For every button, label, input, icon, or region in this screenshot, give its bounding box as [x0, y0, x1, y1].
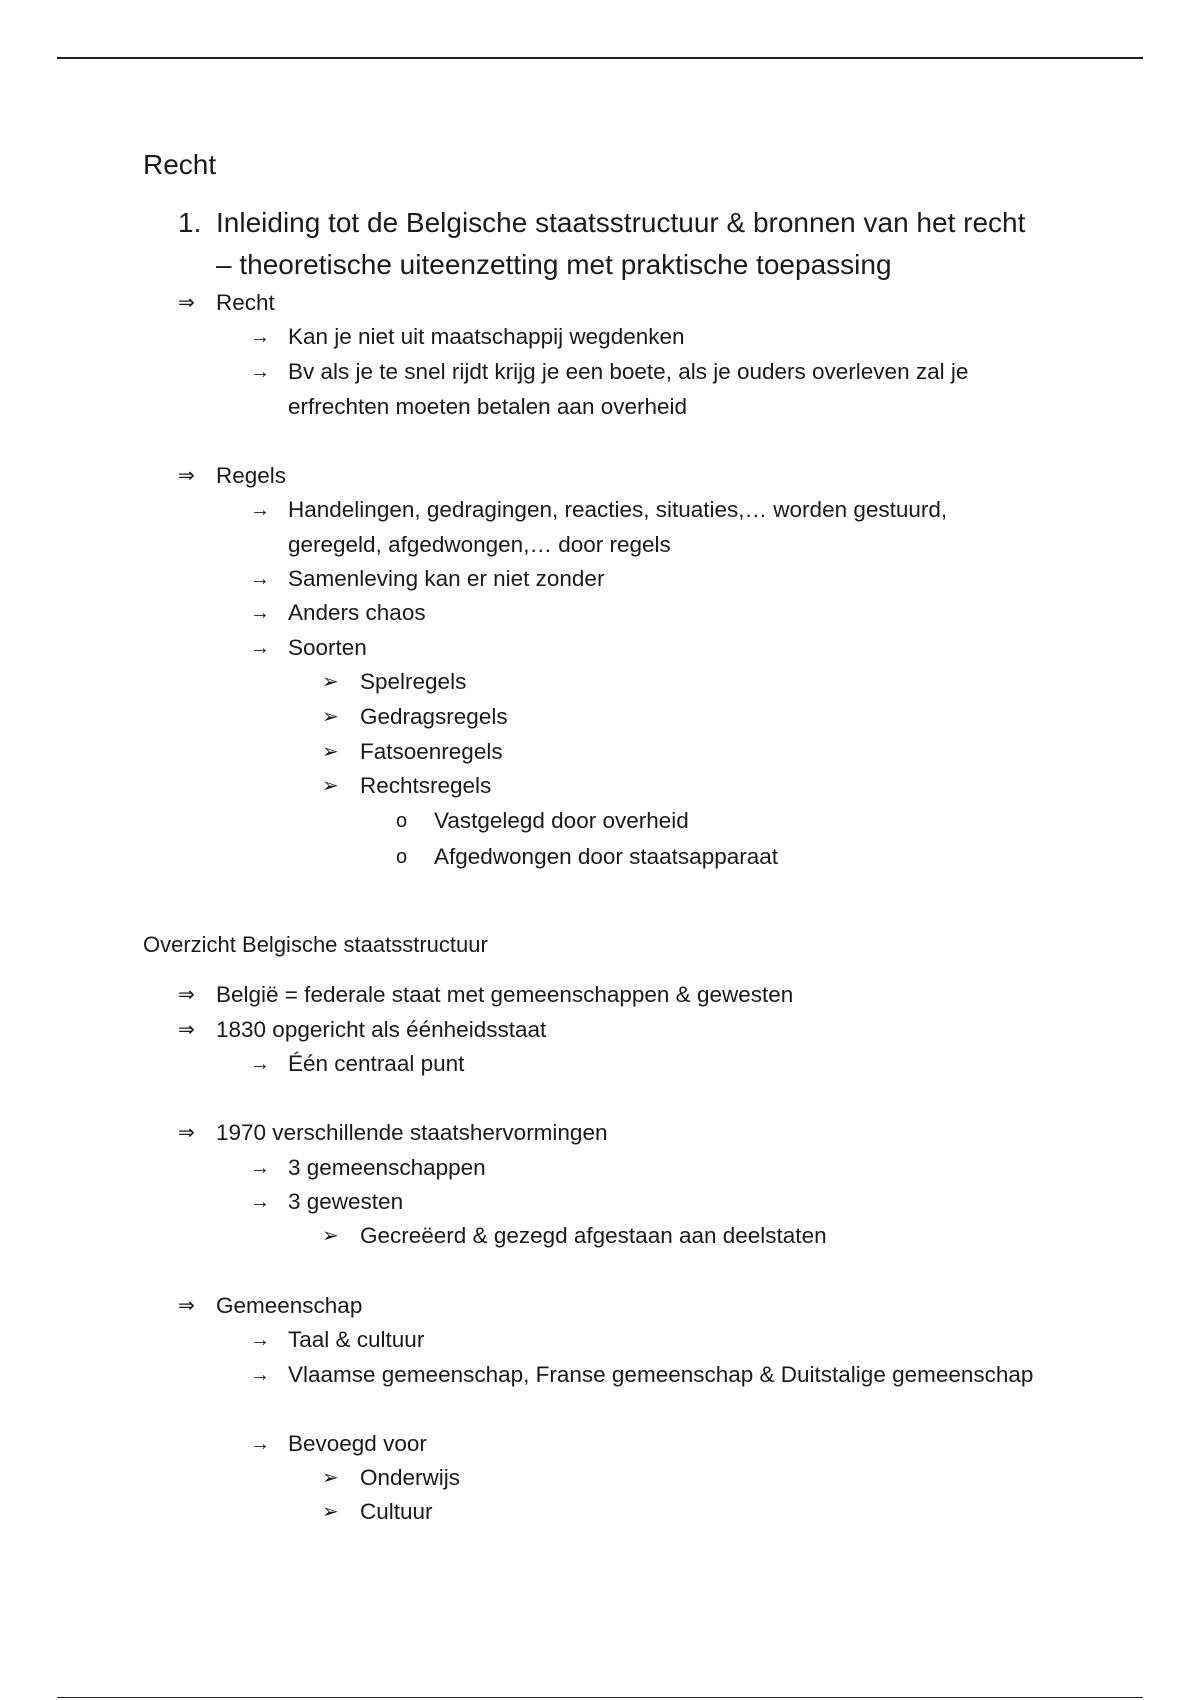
arrow-bullet-icon: →: [250, 361, 270, 383]
list-item: → Soorten: [250, 631, 1040, 666]
arrow-bullet-icon: →: [250, 326, 270, 348]
double-arrow-bullet-icon: ⇒: [178, 1295, 195, 1317]
page-title: Recht: [143, 149, 217, 180]
arrow-bullet-icon: →: [250, 637, 270, 659]
list-item: ➢ Rechtsregels: [322, 769, 1042, 804]
list-item: → 3 gewesten: [250, 1185, 1040, 1220]
arrow-bullet-icon: →: [250, 1157, 270, 1179]
list-item: ⇒ Recht: [178, 286, 1038, 321]
arrowhead-bullet-icon: ➢: [322, 1501, 339, 1523]
circle-bullet-icon: o: [396, 810, 408, 832]
list-item: o Vastgelegd door overheid: [396, 804, 1046, 839]
list-item: ➢ Cultuur: [322, 1495, 1042, 1530]
list-item: → Kan je niet uit maatschappij wegdenken: [250, 320, 1040, 355]
double-arrow-bullet-icon: ⇒: [178, 292, 195, 314]
arrowhead-bullet-icon: ➢: [322, 706, 339, 728]
list-item: ⇒ België = federale staat met gemeenschappen & gewesten: [178, 978, 1038, 1013]
list-item: ⇒ 1830 opgericht als éénheidsstaat: [178, 1013, 1038, 1048]
heading-1: [178, 202, 1038, 286]
list-item: o Afgedwongen door staatsapparaat: [396, 840, 1046, 875]
list-item: ⇒ 1970 verschillende staatshervormingen: [178, 1116, 1038, 1151]
arrowhead-bullet-icon: ➢: [322, 1225, 339, 1247]
arrow-bullet-icon: →: [250, 1053, 270, 1075]
list-item: ➢ Gecreëerd & gezegd afgestaan aan deelstaten: [322, 1219, 1042, 1254]
arrowhead-bullet-icon: ➢: [322, 741, 339, 763]
circle-bullet-icon: o: [396, 846, 408, 868]
list-item: → Samenleving kan er niet zonder: [250, 562, 1040, 597]
list-item: ➢ Onderwijs: [322, 1461, 1042, 1496]
header-rule: [57, 57, 1143, 59]
heading-text: Inleiding tot de Belgische staatsstructuur & bronnen van het recht – theoretische uiteenzetting met praktische toepassing: [216, 207, 1026, 280]
arrow-bullet-icon: →: [250, 1364, 270, 1386]
double-arrow-bullet-icon: ⇒: [178, 1122, 195, 1144]
arrow-bullet-icon: →: [250, 602, 270, 624]
list-item: ⇒ Gemeenschap: [178, 1289, 1038, 1324]
list-item: → 3 gemeenschappen: [250, 1151, 1040, 1186]
double-arrow-bullet-icon: ⇒: [178, 1019, 195, 1041]
heading-number: 1.: [178, 207, 202, 238]
arrow-bullet-icon: →: [250, 1329, 270, 1351]
arrowhead-bullet-icon: ➢: [322, 1467, 339, 1489]
list-item: → Vlaamse gemeenschap, Franse gemeenschap & Duitstalige gemeenschap: [250, 1358, 1040, 1393]
arrow-bullet-icon: →: [250, 1191, 270, 1213]
arrowhead-bullet-icon: ➢: [322, 775, 339, 797]
arrowhead-bullet-icon: ➢: [322, 671, 339, 693]
list-item: → Bv als je te snel rijdt krijg je een boete, als je ouders overleven zal je erfrechten moeten betalen aan overheid: [250, 355, 1040, 424]
double-arrow-bullet-icon: ⇒: [178, 465, 195, 487]
arrow-bullet-icon: →: [250, 568, 270, 590]
section-title: Overzicht Belgische staatsstructuur: [143, 932, 488, 957]
list-item: → Anders chaos: [250, 596, 1040, 631]
list-item: ➢ Fatsoenregels: [322, 735, 1042, 770]
list-item: ➢ Gedragsregels: [322, 700, 1042, 735]
double-arrow-bullet-icon: ⇒: [178, 984, 195, 1006]
list-item: ➢ Spelregels: [322, 665, 1042, 700]
footer-rule: [57, 1697, 1143, 1698]
list-item: → Bevoegd voor: [250, 1427, 1040, 1462]
list-item: ⇒ Regels: [178, 459, 1038, 494]
list-item: → Één centraal punt: [250, 1047, 1040, 1082]
list-item: → Taal & cultuur: [250, 1323, 1040, 1358]
arrow-bullet-icon: →: [250, 499, 270, 521]
list-item: → Handelingen, gedragingen, reacties, situaties,… worden gestuurd, geregeld, afgedwongen,… door regels: [250, 493, 1040, 562]
arrow-bullet-icon: →: [250, 1433, 270, 1455]
